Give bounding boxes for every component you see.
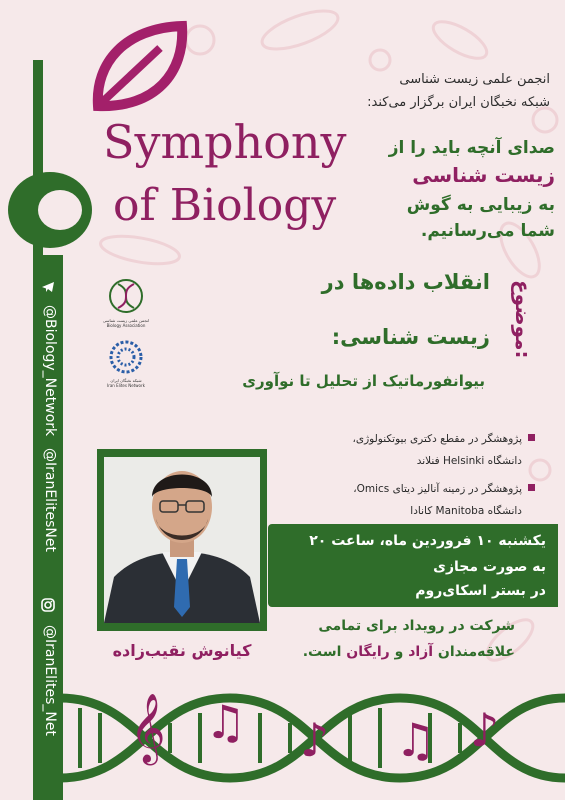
tagline-line-4: شما می‌رسانیم. xyxy=(420,221,555,241)
organizer-line-1: انجمن علمی زیست شناسی xyxy=(399,72,550,87)
speaker-photo xyxy=(104,457,260,623)
bullet-1-line-2: دانشگاه Helsinki فنلاند xyxy=(416,455,522,467)
topic-label: موضوع: xyxy=(511,280,535,359)
speaker-name: کیانوش نقیب‌زاده xyxy=(112,641,252,660)
bullet-marker xyxy=(528,484,535,491)
telegram-icon[interactable] xyxy=(41,280,55,294)
telegram-handle[interactable]: @Biology_Network xyxy=(42,305,58,437)
tagline-line-2: زیست شناسی xyxy=(412,163,555,187)
bullet-2-line-2: دانشگاه Manitoba کانادا xyxy=(410,505,522,517)
bullet-1-line-1: پژوهشگر در مقطع دکتری بیوتکنولوژی، xyxy=(352,433,522,445)
schedule-box xyxy=(268,524,558,607)
dna-logo-icon xyxy=(108,278,144,314)
participation-line-1: شرکت در رویداد برای تمامی xyxy=(318,618,515,634)
elites-logo-icon xyxy=(109,340,143,374)
organizer-line-2: شبکه نخبگان ایران برگزار می‌کند: xyxy=(367,95,550,110)
participation-text-c: و xyxy=(389,644,409,660)
event-title-line-2: of Biology xyxy=(113,180,337,231)
bullet-2 xyxy=(265,478,535,522)
instagram-handle[interactable]: @IranElites_Net xyxy=(42,625,58,736)
channel-handle[interactable]: @IranElitesNet xyxy=(42,448,58,552)
tagline-line-3: به زیبایی به گوش xyxy=(406,195,555,215)
participation-line-2 xyxy=(303,644,515,660)
eighth-notes-icon: ♫ xyxy=(205,695,247,749)
topic-line-1: انقلاب داده‌ها در xyxy=(321,270,490,294)
speaker-photo-frame xyxy=(97,449,267,631)
schedule-line-2: به صورت مجازی xyxy=(433,559,546,575)
biology-association-fa: انجمن علمی زیست شناسی xyxy=(102,318,150,323)
topic-line-2: زیست شناسی: xyxy=(331,325,490,349)
eighth-notes-icon-2: ♫ xyxy=(395,713,437,767)
participation-text-a: علاقه‌مندان xyxy=(433,644,515,660)
tagline-line-1: صدای آنچه باید را از xyxy=(388,138,555,158)
event-title-line-1: Symphony xyxy=(103,115,347,169)
schedule-line-1: یکشنبه ۱۰ فروردین ماه، ساعت ۲۰ xyxy=(309,533,546,549)
eighth-note-icon-2: ♪ xyxy=(470,703,500,757)
participation-free-word: آزاد xyxy=(408,644,434,660)
bullet-marker xyxy=(528,434,535,441)
dna-helix-decoration xyxy=(0,668,565,800)
iran-elites-en: Iran Elites Network xyxy=(107,383,145,388)
participation-text-e: است. xyxy=(302,644,347,660)
note-head xyxy=(5,150,100,260)
instagram-icon[interactable] xyxy=(41,598,55,612)
participation-gratis-word: رایگان xyxy=(346,644,390,660)
biology-association-en: Biology Association xyxy=(106,323,146,328)
eighth-note-icon: ♪ xyxy=(300,713,330,767)
biology-association-logo xyxy=(101,278,151,328)
bullet-1 xyxy=(265,428,535,472)
leaf-logo xyxy=(90,18,190,118)
treble-clef-icon: 𝄞 xyxy=(130,693,166,763)
bullet-2-line-1: پژوهشگر در زمینه آنالیز دیتای Omics، xyxy=(353,483,522,495)
schedule-line-3: در بستر اسکای‌روم xyxy=(415,583,546,599)
iran-elites-fa: شبکه نخبگان ایران xyxy=(110,378,142,383)
iran-elites-logo xyxy=(101,340,151,388)
topic-line-3: بیوانفورماتیک از تحلیل تا نوآوری xyxy=(242,372,485,390)
